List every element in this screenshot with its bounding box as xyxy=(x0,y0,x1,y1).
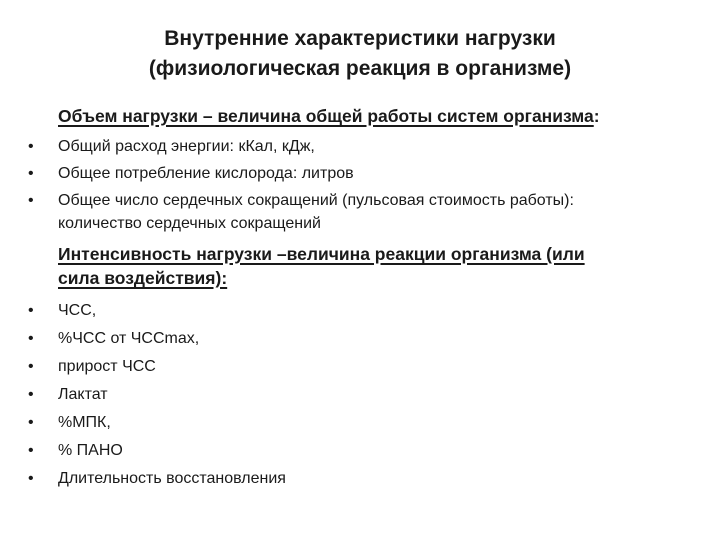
list-item-text: % ПАНО xyxy=(58,442,123,459)
section-intensity-heading-line1: Интенсивность нагрузки –величина реакции организма (или xyxy=(58,244,585,264)
bullet-icon: • xyxy=(28,165,34,182)
list-item-text: Длительность восстановления xyxy=(58,470,286,487)
bullet-icon: • xyxy=(28,470,34,487)
section-intensity-heading xyxy=(58,242,585,290)
slide-title xyxy=(0,24,720,84)
list-item-text: Общее потребление кислорода: литров xyxy=(58,165,354,182)
list-item-text: Общий расход энергии: кКал, кДж, xyxy=(58,138,315,155)
list-item-text: ЧСС, xyxy=(58,302,97,319)
list-item-text: прирост ЧСС xyxy=(58,358,156,375)
bullet-icon: • xyxy=(28,330,34,347)
list-item-text: %ЧСС от ЧССmax, xyxy=(58,330,200,347)
bullet-icon: • xyxy=(28,302,34,319)
section-intensity-heading-line2: сила воздействия): xyxy=(58,268,228,288)
bullet-icon: • xyxy=(28,192,34,209)
slide-title-line1: Внутренние характеристики нагрузки xyxy=(164,27,556,50)
slide-title-line2: (физиологическая реакция в организме) xyxy=(148,57,572,80)
bullet-icon: • xyxy=(28,358,34,375)
bullet-icon: • xyxy=(28,138,34,155)
bullet-icon: • xyxy=(28,386,34,403)
list-item-text: Лактат xyxy=(58,386,108,403)
list-item-text: количество сердечных сокращений xyxy=(58,215,321,232)
section-volume-heading xyxy=(58,104,600,128)
bullet-icon: • xyxy=(28,414,34,431)
section-volume-heading-text: Объем нагрузки – величина общей работы систем организма xyxy=(58,106,594,126)
list-item-text: Общее число сердечных сокращений (пульсовая стоимость работы): xyxy=(58,192,574,209)
section-volume-heading-colon: : xyxy=(593,106,600,126)
bullet-icon: • xyxy=(28,442,34,459)
list-item-text: %МПК, xyxy=(58,414,111,431)
